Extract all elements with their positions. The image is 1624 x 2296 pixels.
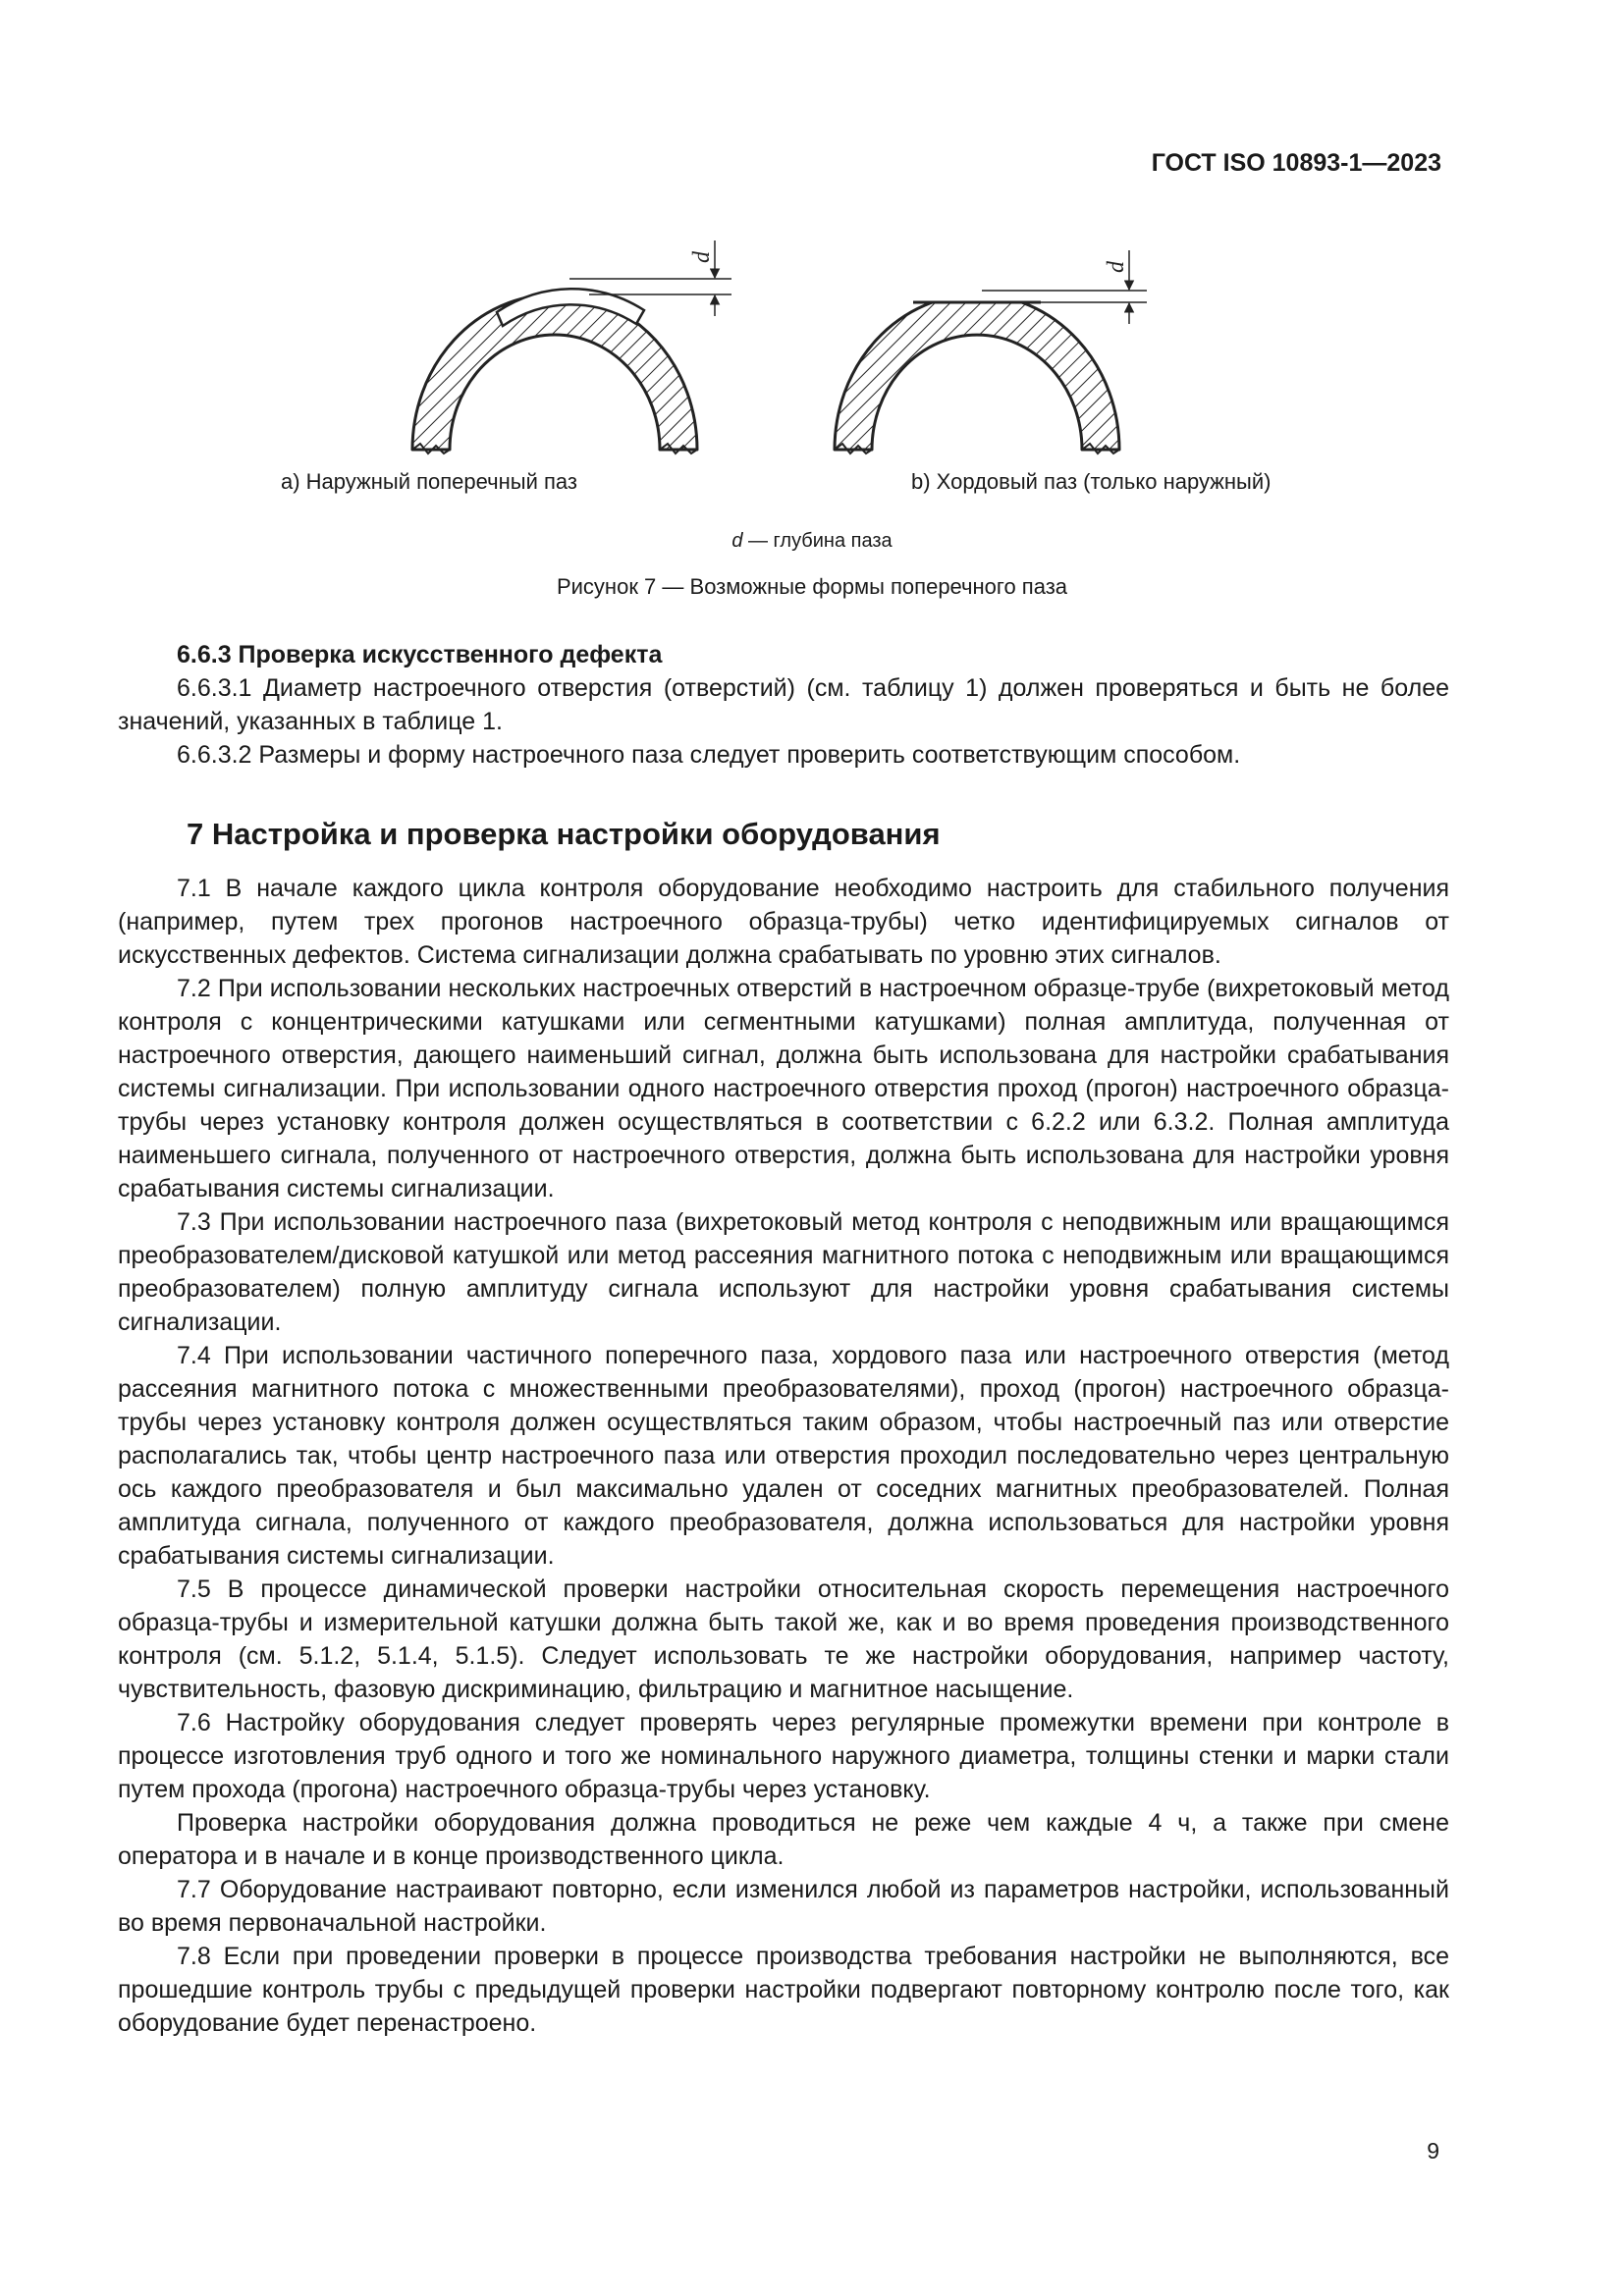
figure-caption-b: b) Хордовый паз (только наружный) xyxy=(911,469,1272,494)
dimension-label-d-b: d xyxy=(1104,261,1129,273)
figure-legend xyxy=(0,530,1624,553)
tube-section-chordal-notch xyxy=(835,286,1119,454)
paragraph-6-6-3-2: 6.6.3.2 Размеры и форму настроечного паза следует проверить соответствующим способом. xyxy=(177,741,1241,769)
figure-caption-a: а) Наружный поперечный паз xyxy=(281,469,577,494)
paragraph-6-6-3-1: 6.6.3.1 Диаметр настроечного отверстия (отверстий) (см. таблицу 1) должен проверяться и быть не более значений, указанных в таблице 1. xyxy=(118,674,1449,735)
paragraph-7-2: 7.2 При использовании нескольких настроечных отверстий в настроечном образце-трубе (вихретоковый метод контроля с концентрическими катушками или сегментными катушками) полная амплитуда, полученная от настроечного отверстия, дающего наименьший сигнал, должна быть использована для настройки срабатывания системы сигнализации. При использовании одного настроечного отверстия проход (прогон) настроечного образца-трубы через установку контроля должен осуществляться в соответствии с 6.2.2 или 6.3.2. Полная амплитуда наименьшего сигнала, полученного от настроечного отверстия, должна быть использована для настройки уровня срабатывания системы сигнализации. xyxy=(118,975,1449,1202)
paragraph-7-6: 7.6 Настройку оборудования следует проверять через регулярные промежутки времени при контроле в процессе изготовления труб одного и того же номинального наружного диаметра, толщины стенки и марки стали путем прохода (прогона) настроечного образца-трубы через установку. xyxy=(118,1709,1449,1803)
paragraph-7-4: 7.4 При использовании частичного поперечного паза, хордового паза или настроечного отверстия (метод рассеяния магнитного потока с множественными преобразователями), проход (прогон) настроечного образца-трубы через установку контроля должен осуществляться таким образом, чтобы настроечный паз или отверстие располагались так, чтобы центр настроечного паза или отверстия проходил последовательно через центральную ось каждого преобразователя и был максимально удален от соседних магнитных преобразователей. Полная амплитуда сигнала, полученного от каждого преобразователя, должна использоваться для настройки уровня срабатывания системы сигнализации. xyxy=(118,1342,1449,1570)
dimension-label-d-a: d xyxy=(689,251,715,263)
paragraph-7-1: 7.1 В начале каждого цикла контроля оборудование необходимо настроить для стабильного получения (например, путем трех прогонов настроечного образца-трубы) четко идентифицируемых сигналов от искусственных дефектов. Система сигнализации должна срабатывать по уровню этих сигналов. xyxy=(118,875,1449,969)
legend-text: — глубина паза xyxy=(742,530,893,552)
section-heading-7: 7 Настройка и проверка настройки оборудования xyxy=(187,817,941,851)
subsection-heading-6-6-3: 6.6.3 Проверка искусственного дефекта xyxy=(177,641,663,668)
page-number: 9 xyxy=(1427,2138,1439,2163)
paragraph-7-7: 7.7 Оборудование настраивают повторно, если изменился любой из параметров настройки, использованный во время первоначальной настройки. xyxy=(118,1876,1449,1937)
legend-symbol: d xyxy=(731,530,743,552)
paragraph-7-5: 7.5 В процессе динамической проверки настройки относительная скорость перемещения настроечного образца-трубы и измерительной катушки должна быть такой же, как и во время проведения производственного контроля (см. 5.1.2, 5.1.4, 5.1.5). Следует использовать те же настройки оборудования, например частоту, чувствительность, фазовую дискриминацию, фильтрацию и магнитное насыщение. xyxy=(118,1575,1449,1703)
figure-title: Рисунок 7 — Возможные формы поперечного паза xyxy=(556,574,1068,599)
paragraph-7-3: 7.3 При использовании настроечного паза (вихретоковый метод контроля с неподвижным или вращающимся преобразователем/дисковой катушкой или метод рассеяния магнитного потока с неподвижным или вращающимся преобразователем) полную амплитуду сигнала используют для настройки уровня срабатывания системы сигнализации. xyxy=(118,1208,1449,1336)
paragraph-7-8: 7.8 Если при проведении проверки в процессе производства требования настройки не выполняются, все прошедшие контроль трубы с предыдущей проверки настройки подвергают повторному контролю после того, как оборудование будет перенастроено. xyxy=(118,1943,1449,2037)
document-id: ГОСТ ISO 10893-1—2023 xyxy=(1151,149,1441,177)
paragraph-7-6-continued: Проверка настройки оборудования должна проводиться не реже чем каждые 4 ч, а также при смене оператора и в начале и в конце производственного цикла. xyxy=(118,1809,1449,1870)
document-body xyxy=(118,638,1449,2040)
tube-section-transverse-notch xyxy=(412,289,697,454)
figure-7-diagram xyxy=(0,0,1624,609)
